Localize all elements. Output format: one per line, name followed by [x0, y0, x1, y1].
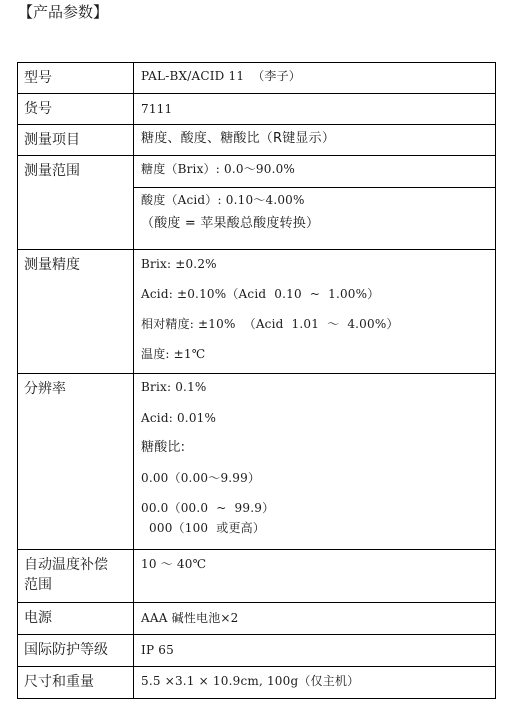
table-row: [18, 156, 496, 188]
row-label-item-number: 货号: [18, 94, 134, 125]
row-label-power: 电源: [18, 603, 134, 635]
table-row: [18, 635, 496, 667]
row-label-ip-rating: 国际防护等级: [18, 635, 134, 667]
accuracy-temperature: 温度: ±1℃: [141, 347, 206, 361]
measurement-items-value: 糖度、酸度、糖酸比（R键显示）: [141, 131, 336, 146]
resolution-ratio-2: 00.0（00.0 ~ 99.9）: [141, 501, 275, 515]
section-heading: 【产品参数】: [18, 3, 109, 21]
brix-range-value: 糖度（Brix）: 0.0～90.0%: [141, 162, 296, 176]
table-row: [18, 250, 496, 374]
row-label-measurement-range: 测量范围: [18, 156, 134, 250]
product-parameters-table: [17, 62, 496, 699]
acid-conversion-note: （酸度 = 苹果酸总酸度转换）: [141, 216, 320, 231]
resolution-brix: Brix: 0.1%: [141, 380, 207, 394]
row-label-measurement-items: 测量项目: [18, 125, 134, 156]
row-label-model: 型号: [18, 63, 134, 94]
accuracy-brix: Brix: ±0.2%: [141, 257, 217, 271]
size-weight-value: 5.5 ×3.1 × 10.9cm, 100g（仅主机）: [141, 674, 360, 688]
resolution-ratio-3: 000（100 或更高）: [141, 521, 266, 535]
item-number-value: 7111: [141, 102, 173, 116]
resolution-acid: Acid: 0.01%: [141, 411, 217, 425]
table-row: [18, 550, 496, 603]
row-label-size-weight: 尺寸和重量: [18, 667, 134, 699]
table-row: [18, 125, 496, 156]
table-row: [18, 374, 496, 550]
resolution-ratio-label: 糖酸比:: [141, 440, 186, 455]
resolution-ratio-1: 0.00（0.00～9.99）: [141, 471, 261, 485]
temp-compensation-value: 10 ～ 40℃: [141, 557, 207, 571]
table-row: [18, 94, 496, 125]
row-label-temp-compensation-2: 范围: [24, 577, 52, 593]
table-row: [18, 667, 496, 699]
row-label-temp-compensation-1: 自动温度补偿: [24, 557, 108, 573]
power-value: AAA 碱性电池×2: [141, 611, 239, 625]
table-row: [18, 603, 496, 635]
table-row: [18, 63, 496, 94]
acid-range-value: 酸度（Acid）: 0.10～4.00%: [141, 193, 305, 207]
row-label-resolution: 分辨率: [18, 374, 134, 550]
accuracy-relative: 相对精度: ±10% （Acid 1.01 ～ 4.00%）: [141, 317, 399, 331]
row-label-measurement-accuracy: 测量精度: [18, 250, 134, 374]
ip-rating-value: IP 65: [141, 643, 174, 657]
accuracy-acid: Acid: ±0.10%（Acid 0.10 ~ 1.00%）: [141, 287, 380, 301]
model-value: PAL-BX/ACID 11 （李子）: [141, 69, 301, 83]
